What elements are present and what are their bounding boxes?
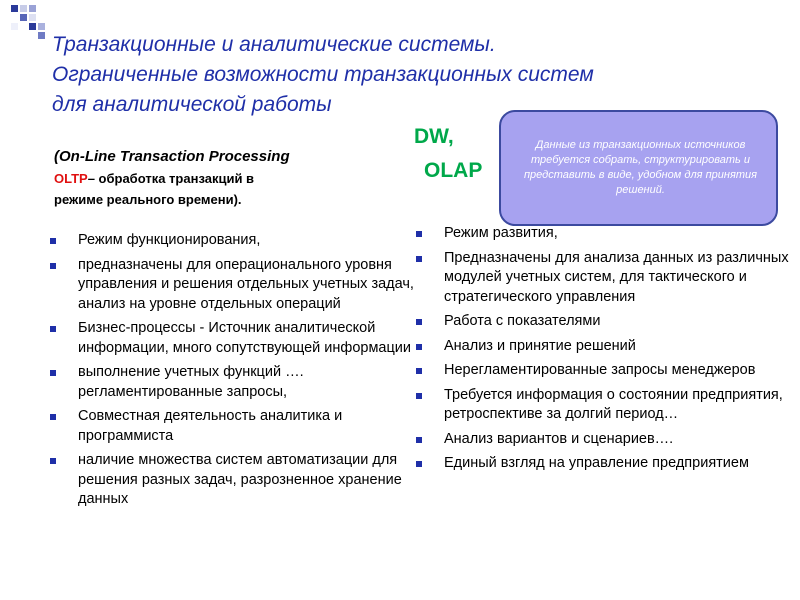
bullet-square-icon <box>416 461 422 467</box>
bullet-square-icon <box>50 458 56 464</box>
bullet-square-icon <box>416 319 422 325</box>
bullet-square-icon <box>50 370 56 376</box>
bullet-square-icon <box>416 393 422 399</box>
list-item-text: Режим функционирования, <box>78 232 261 248</box>
oltp-abbr: OLTP <box>54 171 88 186</box>
olap-label: OLAP <box>424 159 483 182</box>
bullet-square-icon <box>416 437 422 443</box>
oltp-heading-line-2-text: – обработка транзакций в <box>87 171 255 186</box>
bullet-square-icon <box>416 256 422 262</box>
oltp-heading <box>54 146 394 210</box>
list-item <box>44 231 414 251</box>
list-item-text: Работа с показателями <box>444 313 601 329</box>
list-item <box>410 224 800 244</box>
title-line-3: для аналитической работы <box>52 93 332 116</box>
dw-label: DW, <box>414 125 454 148</box>
list-item <box>410 386 800 425</box>
list-item <box>410 430 800 450</box>
bullet-square-icon <box>50 263 56 269</box>
list-item <box>44 363 414 402</box>
bullet-square-icon <box>416 231 422 237</box>
oltp-heading-line-1: (On-Line Transaction Processing <box>54 148 290 165</box>
list-item <box>410 337 800 357</box>
list-item-text: Единый взгляд на управление предприятием <box>444 455 749 471</box>
list-item <box>44 319 414 358</box>
olap-bullet-list <box>410 224 800 479</box>
list-item <box>410 249 800 308</box>
title-line-2: Ограниченные возможности транзакционных систем <box>52 63 594 86</box>
list-item-text: Анализ и принятие решений <box>444 337 636 354</box>
slide-title <box>52 30 772 120</box>
bullet-square-icon <box>416 344 422 350</box>
list-item <box>410 454 800 474</box>
list-item <box>44 407 414 446</box>
list-item-text: наличие множества систем автоматизации для решения разных задач, разрозненное хранение данных <box>78 452 402 507</box>
oltp-bullet-list <box>44 231 414 515</box>
callout-text: Данные из транзакционных источников требуется собрать, структурировать и представить в виде, удобном для принятия решений. <box>524 139 757 196</box>
list-item-text: Нерегламентированные запросы менеджеров <box>444 362 756 378</box>
list-item <box>44 451 414 510</box>
oltp-heading-line-3: режиме реального времени). <box>54 192 242 207</box>
bullet-square-icon <box>50 414 56 420</box>
list-item <box>410 312 800 332</box>
oltp-heading-line-2 <box>54 168 394 189</box>
list-item <box>44 256 414 315</box>
list-item-text: Бизнес-процессы - Источник аналитической информации, много сопутствующей информации <box>78 320 411 356</box>
list-item-text: Предназначены для анализа данных из различных модулей учетных систем, для тактического и стратегического управления <box>444 249 789 305</box>
bullet-square-icon <box>416 368 422 374</box>
list-item-text: Режим развития, <box>444 225 558 241</box>
list-item-text: предназначены для операционального уровня управления и решения отдельных учетных задач, анализ на уровне отдельных операций <box>78 256 414 312</box>
bullet-square-icon <box>50 326 56 332</box>
bullet-square-icon <box>50 238 56 244</box>
list-item-text: Совместная деятельность аналитика и программиста <box>78 408 343 444</box>
list-item <box>410 361 800 381</box>
title-line-1: Транзакционные и аналитические системы. <box>52 33 496 56</box>
list-item-text: выполнение учетных функций …. регламентированные запросы, <box>78 364 304 400</box>
list-item-text: Требуется информация о состоянии предприятия, ретроспективе за долгий период… <box>444 386 783 422</box>
callout-box <box>499 110 778 226</box>
list-item-text: Анализ вариантов и сценариев…. <box>444 430 674 447</box>
